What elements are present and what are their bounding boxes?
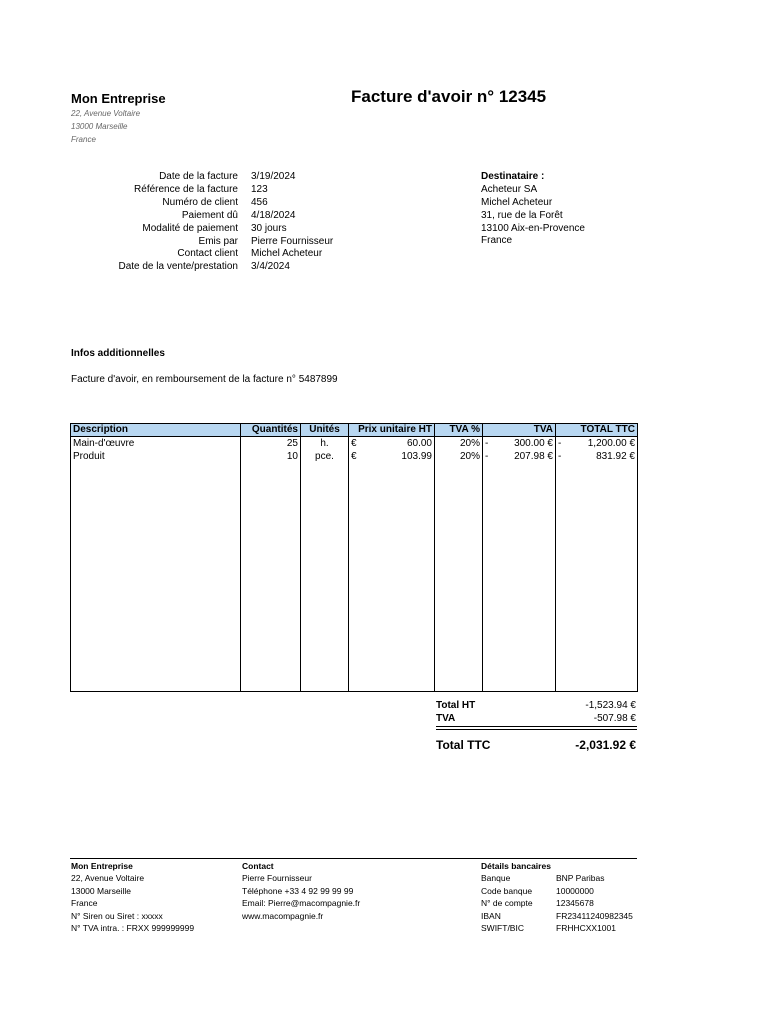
footer-contact-title: Contact (242, 861, 274, 871)
meta-label: Numéro de client (162, 197, 238, 208)
footer-company-title: Mon Entreprise (71, 861, 133, 871)
company-address-line: 13000 Marseille (71, 122, 128, 131)
vat-value: 300.00 € (514, 437, 553, 449)
recipient-line: France (481, 235, 513, 246)
recipient-line: 13100 Aix-en-Provence (481, 223, 585, 234)
column-header-vat-rate: TVA % (435, 424, 483, 437)
empty-cell (241, 463, 301, 692)
cell-vat-rate: 20% (435, 437, 483, 451)
sign: - (558, 437, 562, 449)
recipient-line: Acheteur SA (481, 184, 538, 195)
footer-contact-line: www.macompagnie.fr (242, 910, 324, 921)
meta-value: 456 (251, 197, 268, 208)
meta-value: 30 jours (251, 223, 287, 234)
footer-company-line: 22, Avenue Voltaire (71, 873, 145, 884)
cell-total (556, 450, 638, 463)
total-value: 831.92 € (596, 450, 635, 462)
meta-value: Pierre Fournisseur (251, 236, 334, 247)
footer-contact-line: Email: Pierre@macompagnie.fr (242, 898, 361, 909)
sign: - (485, 437, 489, 449)
cell-description: Main-d'œuvre (71, 437, 241, 451)
company-name: Mon Entreprise (71, 91, 166, 106)
bank-label: SWIFT/BIC (481, 923, 524, 934)
column-header-unit-price: Prix unitaire HT (349, 424, 435, 437)
meta-label: Référence de la facture (134, 184, 238, 195)
footer-company-line: France (71, 898, 98, 909)
bank-row (481, 872, 638, 884)
footer-bank (481, 860, 638, 934)
table-row (71, 437, 638, 451)
cell-quantity: 10 (241, 450, 301, 463)
empty-cell (349, 463, 435, 692)
footer-company-line: 13000 Marseille (71, 885, 132, 896)
footer-contact-line: Pierre Fournisseur (242, 873, 312, 884)
column-header-description: Description (71, 424, 241, 437)
bank-label: IBAN (481, 910, 501, 921)
table-row (71, 450, 638, 463)
meta-label: Date de la facture (159, 171, 238, 182)
unit-price-value: 60.00 (406, 437, 432, 449)
total-ht-label: Total HT (436, 700, 476, 711)
footer-company-line: N° TVA intra. : FRXX 999999999 (71, 923, 195, 934)
cell-vat (483, 437, 556, 451)
bank-row (481, 897, 638, 909)
footer-company-line: N° Siren ou Siret : xxxxx (71, 910, 163, 921)
empty-cell (556, 463, 638, 692)
cell-unit-price (349, 450, 435, 463)
column-header-unit: Unités (301, 424, 349, 437)
total-value: 1,200.00 € (587, 437, 635, 449)
cell-unit: pce. (301, 450, 349, 463)
total-ttc-label: Total TTC (436, 738, 491, 752)
column-header-vat: TVA (483, 424, 556, 437)
meta-value: Michel Acheteur (251, 248, 323, 259)
meta-label: Contact client (177, 248, 238, 259)
total-ht-value: -1,523.94 € (585, 700, 636, 711)
footer-divider (70, 858, 637, 859)
column-header-total-ttc: TOTAL TTC (556, 424, 638, 437)
cell-unit: h. (301, 437, 349, 451)
vat-value: 207.98 € (514, 450, 553, 462)
bank-value: FR23411240982345 (556, 910, 633, 921)
items-table (70, 423, 638, 692)
meta-label: Modalité de paiement (142, 223, 238, 234)
empty-cell (483, 463, 556, 692)
footer-company (71, 860, 194, 934)
empty-cell (435, 463, 483, 692)
meta-value: 123 (251, 184, 268, 195)
total-ttc-value: -2,031.92 € (575, 738, 636, 752)
bank-value: BNP Paribas (556, 873, 605, 884)
infos-title: Infos additionnelles (71, 348, 165, 359)
cell-vat (483, 450, 556, 463)
cell-description: Produit (71, 450, 241, 463)
total-tva-value: -507.98 € (593, 713, 636, 724)
bank-value: 12345678 (556, 898, 594, 909)
currency-symbol: € (351, 437, 357, 449)
infos-text: Facture d'avoir, en remboursement de la facture n° 5487899 (71, 374, 338, 385)
company-address-line: France (71, 135, 96, 144)
empty-cell (301, 463, 349, 692)
bank-row (481, 910, 638, 922)
recipient-line: 31, rue de la Forêt (481, 210, 563, 221)
cell-total (556, 437, 638, 451)
sign: - (485, 450, 489, 462)
footer-contact-line: Téléphone +33 4 92 99 99 99 (242, 885, 354, 896)
cell-quantity: 25 (241, 437, 301, 451)
company-address-line: 22, Avenue Voltaire (71, 109, 141, 118)
meta-value: 3/19/2024 (251, 171, 296, 182)
bank-label: Banque (481, 873, 511, 884)
total-tva-label: TVA (436, 713, 456, 724)
meta-value: 4/18/2024 (251, 210, 296, 221)
meta-value: 3/4/2024 (251, 261, 290, 272)
meta-label: Date de la vente/prestation (118, 261, 238, 272)
totals-divider (436, 729, 637, 730)
invoice-title: Facture d'avoir n° 12345 (351, 87, 547, 106)
bank-value: FRHHCXX1001 (556, 923, 616, 934)
cell-vat-rate: 20% (435, 450, 483, 463)
footer-contact (242, 860, 360, 922)
meta-label: Emis par (198, 236, 238, 247)
cell-unit-price (349, 437, 435, 451)
footer-bank-title: Détails bancaires (481, 861, 551, 871)
table-empty-space (71, 463, 638, 692)
bank-label: Code banque (481, 885, 533, 896)
totals-divider (436, 726, 637, 727)
currency-symbol: € (351, 450, 357, 462)
sign: - (558, 450, 562, 462)
empty-cell (71, 463, 241, 692)
bank-row (481, 922, 638, 934)
meta-label: Paiement dû (181, 210, 238, 221)
column-header-quantity: Quantités (241, 424, 301, 437)
unit-price-value: 103.99 (401, 450, 432, 462)
bank-row (481, 885, 638, 897)
bank-value: 10000000 (556, 885, 594, 896)
recipient-title: Destinataire : (481, 171, 545, 182)
table-header-row (71, 424, 638, 437)
bank-label: N° de compte (481, 898, 533, 909)
recipient-line: Michel Acheteur (481, 197, 553, 208)
